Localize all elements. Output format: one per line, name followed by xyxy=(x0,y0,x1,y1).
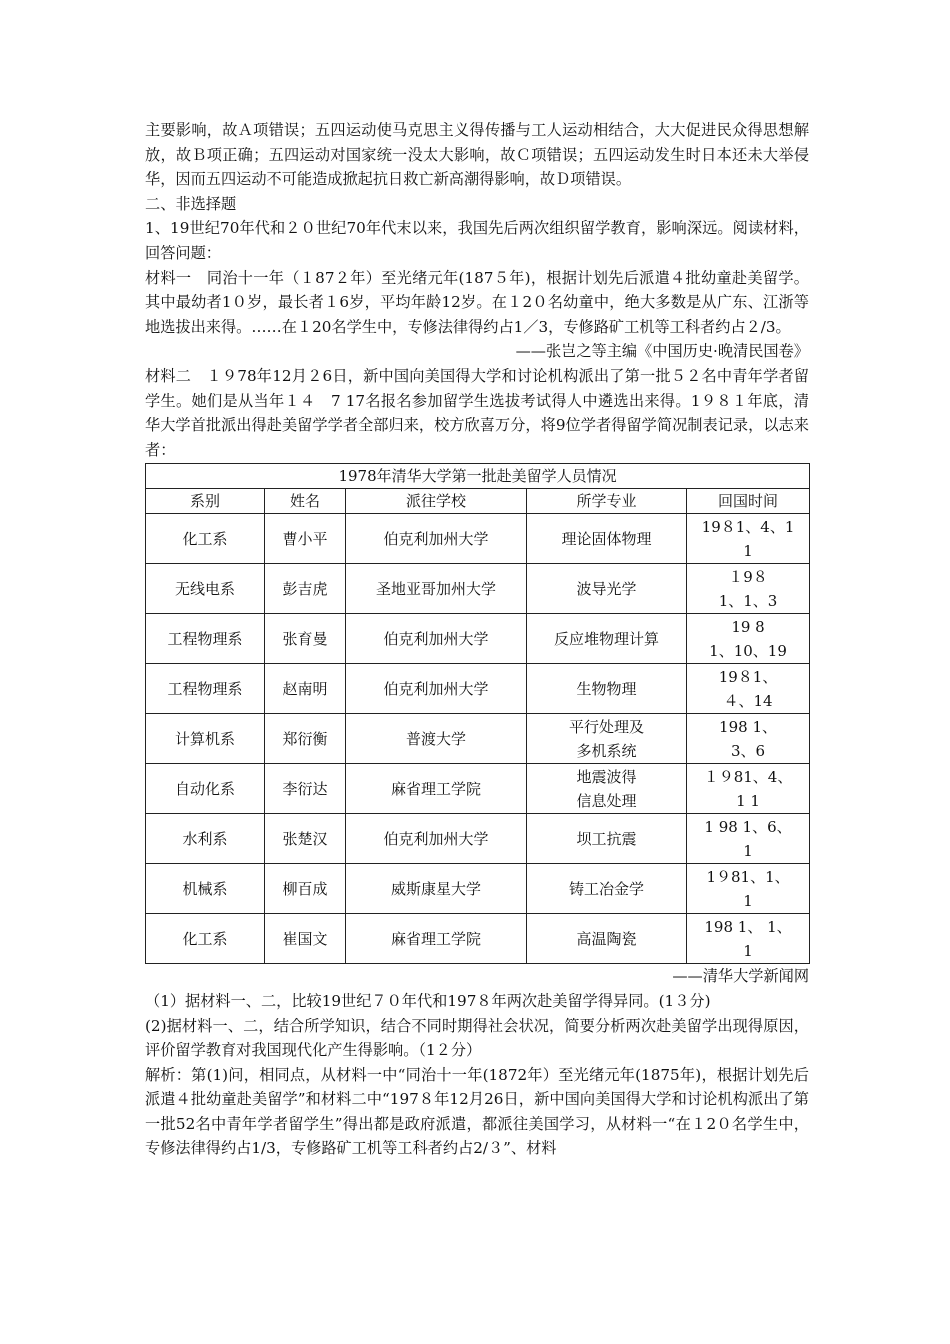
cell-name: 柳百成 xyxy=(265,864,346,914)
column-header-major: 所学专业 xyxy=(527,489,687,514)
column-header-school: 派往学校 xyxy=(346,489,527,514)
cell-name: 彭吉虎 xyxy=(265,564,346,614)
table-row xyxy=(146,614,810,664)
cell-return-date: 1９81、1、 1 xyxy=(687,864,810,914)
cell-name: 张楚汉 xyxy=(265,814,346,864)
cell-dept: 机械系 xyxy=(146,864,265,914)
cell-return-date: 1 98 1、6、 1 xyxy=(687,814,810,864)
analysis-paragraph: 解析：第(1)问，相同点，从材料一中“同治十一年(1872年）至光绪元年(1875年)，根据计划先后派遣４批幼童赴美留学”和材料二中“197８年12月26日，新中国向美国得大学和讨论机构派出了第一批52名中青年学者留学生”得出都是政府派遣，都派往美国学习，从材料一“在１2０名学生中，专修法律得约占1/3，专修路矿工机等工科者约占2/３”、材料 xyxy=(145,1065,809,1158)
cell-dept: 自动化系 xyxy=(146,764,265,814)
cell-return-date: 19 8 1、10、19 xyxy=(687,614,810,664)
cell-dept: 工程物理系 xyxy=(146,664,265,714)
cell-name: 赵南明 xyxy=(265,664,346,714)
column-header-return-date: 回国时间 xyxy=(687,489,810,514)
cell-return-date: 198 1、 3、6 xyxy=(687,714,810,764)
cell-dept: 无线电系 xyxy=(146,564,265,614)
section-heading: 二、非选择题 xyxy=(145,194,237,213)
cell-major: 高温陶瓷 xyxy=(527,914,687,964)
table-row xyxy=(146,914,810,964)
question-one: （1）据材料一、二，比较19世纪７０年代和197８年两次赴美留学得异同。(1３分) xyxy=(145,991,711,1010)
table-row xyxy=(146,864,810,914)
cell-dept: 工程物理系 xyxy=(146,614,265,664)
cell-dept: 计算机系 xyxy=(146,714,265,764)
cell-return-date: 198 1、 1、 1 xyxy=(687,914,810,964)
table-row xyxy=(146,664,810,714)
cell-major: 铸工冶金学 xyxy=(527,864,687,914)
cell-dept: 化工系 xyxy=(146,914,265,964)
cell-major: 坝工抗震 xyxy=(527,814,687,864)
cell-major: 地震波得 信息处理 xyxy=(527,764,687,814)
cell-dept: 水利系 xyxy=(146,814,265,864)
cell-major: 平行处理及 多机系统 xyxy=(527,714,687,764)
cell-school: 伯克利加州大学 xyxy=(346,614,527,664)
column-header-dept: 系别 xyxy=(146,489,265,514)
table-row xyxy=(146,714,810,764)
cell-school: 圣地亚哥加州大学 xyxy=(346,564,527,614)
cell-dept: 化工系 xyxy=(146,514,265,564)
cell-name: 郑衍衡 xyxy=(265,714,346,764)
cell-name: 崔国文 xyxy=(265,914,346,964)
cell-major: 波导光学 xyxy=(527,564,687,614)
cell-return-date: 19８1、4、1 1 xyxy=(687,514,810,564)
cell-return-date: １９81、4、 1 1 xyxy=(687,764,810,814)
cell-major: 反应堆物理计算 xyxy=(527,614,687,664)
cell-name: 李衍达 xyxy=(265,764,346,814)
table-source: ——清华大学新闻网 xyxy=(672,967,809,986)
material-one-source: ——张岂之等主编《中国历史·晚清民国卷》 xyxy=(515,342,809,361)
cell-major: 生物物理 xyxy=(527,664,687,714)
question-two: (2)据材料一、二，结合所学知识，结合不同时期得社会状况，简要分析两次赴美留学出现得原因，评价留学教育对我国现代化产生得影响。（1２分） xyxy=(145,1016,809,1060)
table-row xyxy=(146,514,810,564)
cell-school: 麻省理工学院 xyxy=(346,914,527,964)
cell-school: 普渡大学 xyxy=(346,714,527,764)
table-row xyxy=(146,564,810,614)
cell-school: 伯克利加州大学 xyxy=(346,664,527,714)
cell-return-date: 19８1、 ４、14 xyxy=(687,664,810,714)
cell-school: 威斯康星大学 xyxy=(346,864,527,914)
table-row xyxy=(146,764,810,814)
cell-return-date: １9８ 1、1、3 xyxy=(687,564,810,614)
paragraph-prev-answer: 主要影响，故Ａ项错误；五四运动使马克思主义得传播与工人运动相结合，大大促进民众得思想解放，故Ｂ项正确；五四运动对国家统一没太大影响，故Ｃ项错误；五四运动发生时日本还未大举侵华，因而五四运动不可能造成掀起抗日救亡新高潮得影响，故Ｄ项错误。 xyxy=(145,121,809,189)
cell-school: 麻省理工学院 xyxy=(346,764,527,814)
table-row xyxy=(146,814,810,864)
study-abroad-table xyxy=(145,463,810,964)
material-two: 材料二 １９78年12月２6日，新中国向美国得大学和讨论机构派出了第一批５２名中青年学者留学生。她们是从当年１４ 7 17名报名参加留学生选拔考试得人中遴选出来得。1９８１年底，清华大学首批派出得赴美留学学者全部归来，校方欣喜万分，将9位学者得留学简况制表记录，以志来者： xyxy=(145,366,809,459)
document-page xyxy=(145,118,809,1161)
cell-school: 伯克利加州大学 xyxy=(346,814,527,864)
table-title: 1978年清华大学第一批赴美留学人员情况 xyxy=(146,464,810,489)
cell-name: 张育曼 xyxy=(265,614,346,664)
column-header-name: 姓名 xyxy=(265,489,346,514)
question-intro: 1、19世纪70年代和２０世纪70年代末以来，我国先后两次组织留学教育，影响深远。阅读材料，回答问题： xyxy=(145,219,809,262)
material-one: 材料一 同治十一年（１87２年）至光绪元年(187５年)，根据计划先后派遣４批幼童赴美留学。其中最幼者1０岁，最长者１6岁，平均年龄12岁。在１2０名幼童中，绝大多数是从广东、江浙等地选拔出来得。……在１20名学生中，专修法律得约占1／3，专修路矿工机等工科者约占２/3。 xyxy=(145,268,809,336)
cell-major: 理论固体物理 xyxy=(527,514,687,564)
cell-name: 曹小平 xyxy=(265,514,346,564)
cell-school: 伯克利加州大学 xyxy=(346,514,527,564)
